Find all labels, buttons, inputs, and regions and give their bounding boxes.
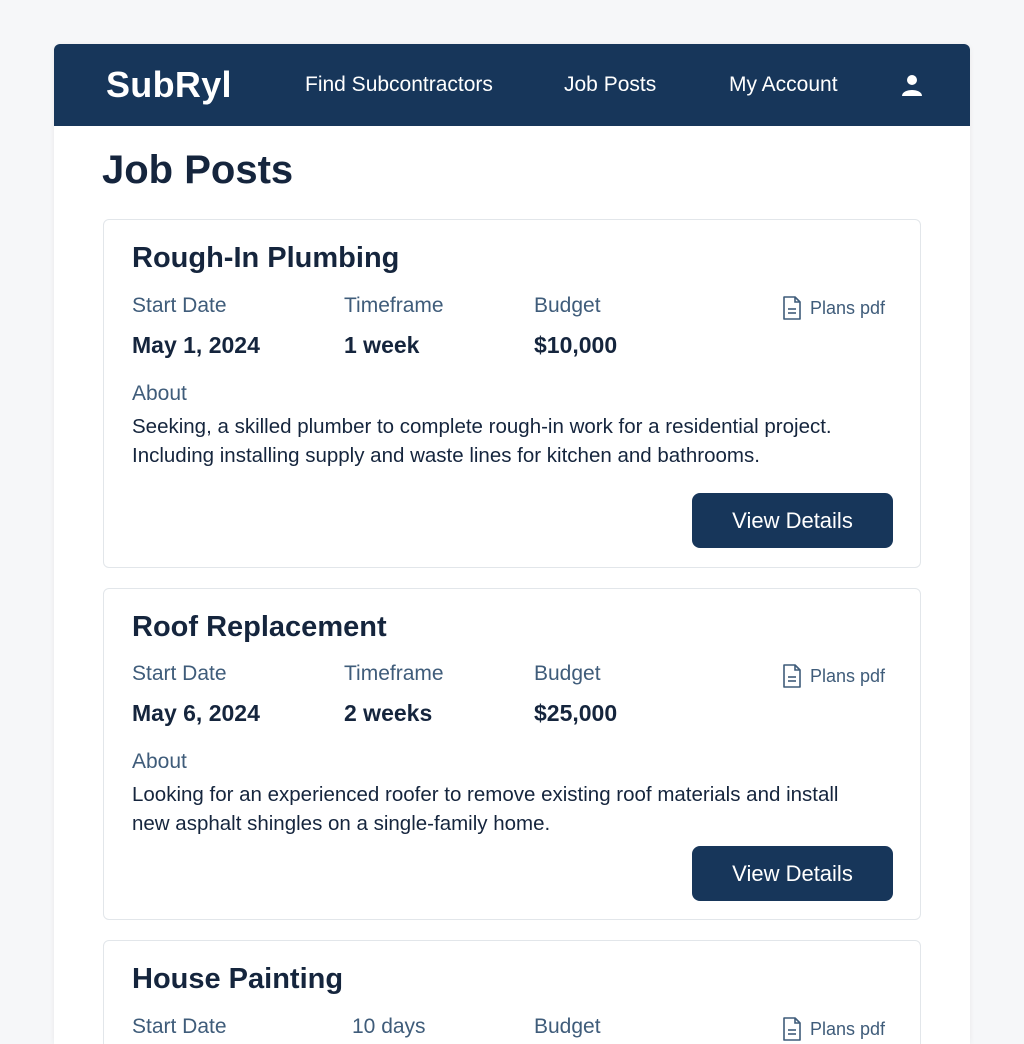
timeframe-label: Timeframe [344, 662, 444, 685]
timeframe-value: 10 days [352, 1015, 426, 1038]
job-card [103, 588, 921, 920]
about-text: Looking for an experienced roofer to remove existing roof materials and install new asphalt shingles on a single-family home. [132, 783, 839, 835]
brand-logo[interactable]: SubRyl [106, 64, 232, 105]
start-date-label: Start Date [132, 294, 227, 317]
document-icon [782, 296, 802, 320]
budget-label: Budget [534, 294, 601, 317]
about-text: Seeking, a skilled plumber to complete rough-in work for a residential project. Including installing supply and waste lines for kitchen and bathrooms. [132, 415, 832, 467]
job-title: House Painting [132, 963, 344, 995]
about-label: About [132, 750, 187, 773]
plans-pdf-label: Plans pdf [810, 665, 886, 686]
job-card [103, 940, 921, 1044]
job-title: Roof Replacement [132, 611, 387, 643]
document-icon [782, 1017, 802, 1041]
timeframe-value: 1 week [344, 332, 420, 358]
budget-value: $10,000 [534, 332, 618, 358]
app-window [54, 44, 970, 1044]
about-label: About [132, 382, 187, 405]
start-date-value: May 6, 2024 [132, 700, 260, 726]
job-title: Rough-In Plumbing [132, 242, 400, 274]
plans-pdf-label: Plans pdf [810, 1018, 886, 1039]
nav-find-subcontractors[interactable]: Find Subcontractors [305, 73, 493, 96]
view-details-button[interactable]: View Details [692, 846, 893, 901]
view-details-button[interactable]: View Details [692, 493, 893, 548]
start-date-label: Start Date [132, 662, 227, 685]
start-date-label: Start Date [132, 1015, 227, 1038]
timeframe-label: Timeframe [344, 294, 444, 317]
plans-pdf-link[interactable] [782, 1017, 885, 1041]
budget-label: Budget [534, 1015, 601, 1038]
nav-my-account[interactable]: My Account [729, 73, 838, 96]
document-icon [782, 664, 802, 688]
plans-pdf-link[interactable] [782, 664, 885, 688]
budget-value: $25,000 [534, 700, 618, 726]
start-date-value: May 1, 2024 [132, 332, 260, 358]
top-navbar [54, 44, 970, 126]
budget-label: Budget [534, 662, 601, 685]
plans-pdf-label: Plans pdf [810, 297, 886, 318]
timeframe-value: 2 weeks [344, 700, 433, 726]
nav-job-posts[interactable]: Job Posts [564, 73, 657, 96]
plans-pdf-link[interactable] [782, 296, 885, 320]
user-icon[interactable] [900, 73, 924, 97]
page-title: Job Posts [102, 148, 294, 192]
job-card [103, 219, 921, 568]
